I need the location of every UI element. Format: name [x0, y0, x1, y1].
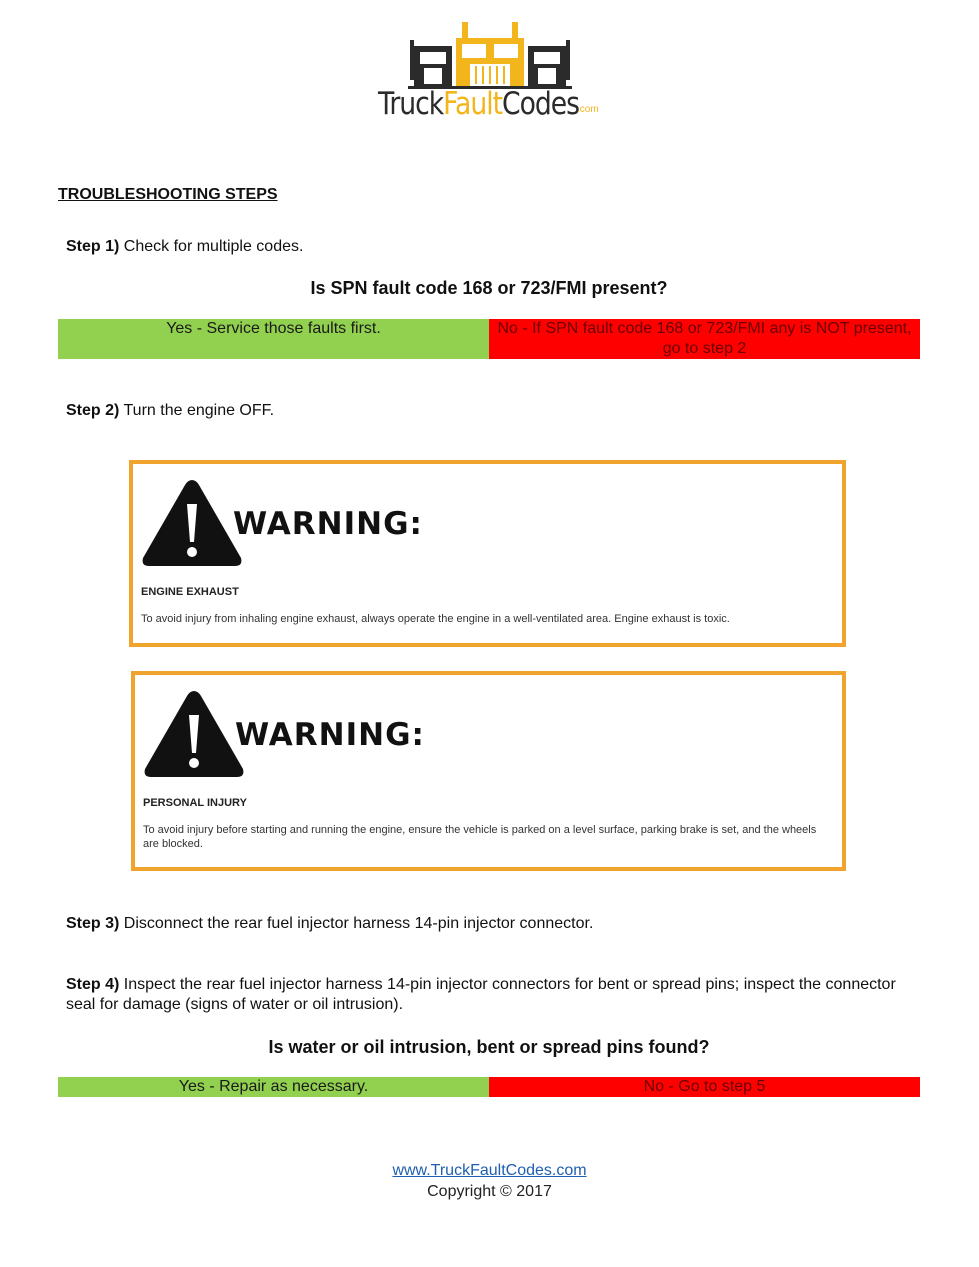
logo-dotcom: .com: [577, 104, 599, 115]
warning-triangle-icon: [141, 687, 247, 781]
logo-word-codes: Codes: [502, 86, 579, 122]
step-2: [66, 401, 926, 421]
step-text: Turn the engine OFF.: [123, 402, 275, 419]
answer-row-2: [58, 1077, 920, 1097]
warning-title: WARNING:: [233, 506, 423, 542]
step-text: Check for multiple codes.: [123, 238, 304, 255]
footer-copyright: Copyright © 2017: [427, 1183, 552, 1200]
step-label: Step 3): [66, 915, 120, 932]
warning-heading: PERSONAL INJURY: [143, 797, 247, 809]
section-title: TROUBLESHOOTING STEPS: [58, 186, 278, 203]
step-label: Step 2): [66, 402, 120, 419]
answer-row-1: [58, 319, 920, 359]
warning-box-personal-injury: [131, 671, 846, 871]
step-1: [66, 237, 926, 257]
answer-no: No - Go to step 5: [489, 1077, 920, 1097]
question-2: Is water or oil intrusion, bent or spread pins found?: [268, 1037, 710, 1057]
warning-title: WARNING:: [235, 717, 425, 753]
step-label: Step 1): [66, 238, 120, 255]
step-text: Disconnect the rear fuel injector harness 14-pin injector connector.: [123, 915, 594, 932]
warning-box-engine-exhaust: [129, 460, 846, 647]
answer-yes: Yes - Service those faults first.: [58, 319, 489, 359]
step-label: Step 4): [66, 976, 120, 993]
footer-website-link[interactable]: www.TruckFaultCodes.com: [392, 1162, 587, 1179]
answer-no: No - If SPN fault code 168 or 723/FMI any is NOT present, go to step 2: [489, 319, 920, 359]
question-1: Is SPN fault code 168 or 723/FMI present?: [310, 278, 668, 298]
logo-word-truck: Truck: [378, 86, 444, 122]
logo-wordmark: [378, 86, 579, 122]
step-text: Inspect the rear fuel injector harness 14-pin injector connectors for bent or spread pins; inspect the connector seal for damage (signs of water or oil intrusion).: [66, 976, 896, 1013]
step-4: [66, 975, 916, 1015]
answer-yes: Yes - Repair as necessary.: [58, 1077, 489, 1097]
warning-body: To avoid injury before starting and running the engine, ensure the vehicle is parked on a level surface, parking brake is set, and the wheels are blocked.: [143, 824, 817, 850]
warning-heading: ENGINE EXHAUST: [141, 586, 239, 598]
logo-word-fault: Fault: [443, 86, 503, 122]
truck-icon: [378, 20, 602, 90]
warning-body: To avoid injury from inhaling engine exhaust, always operate the engine in a well-ventilated area. Engine exhaust is toxic.: [141, 613, 730, 625]
truckfaultcodes-logo: [378, 20, 602, 128]
warning-triangle-icon: [139, 476, 245, 570]
step-3: [66, 914, 926, 934]
